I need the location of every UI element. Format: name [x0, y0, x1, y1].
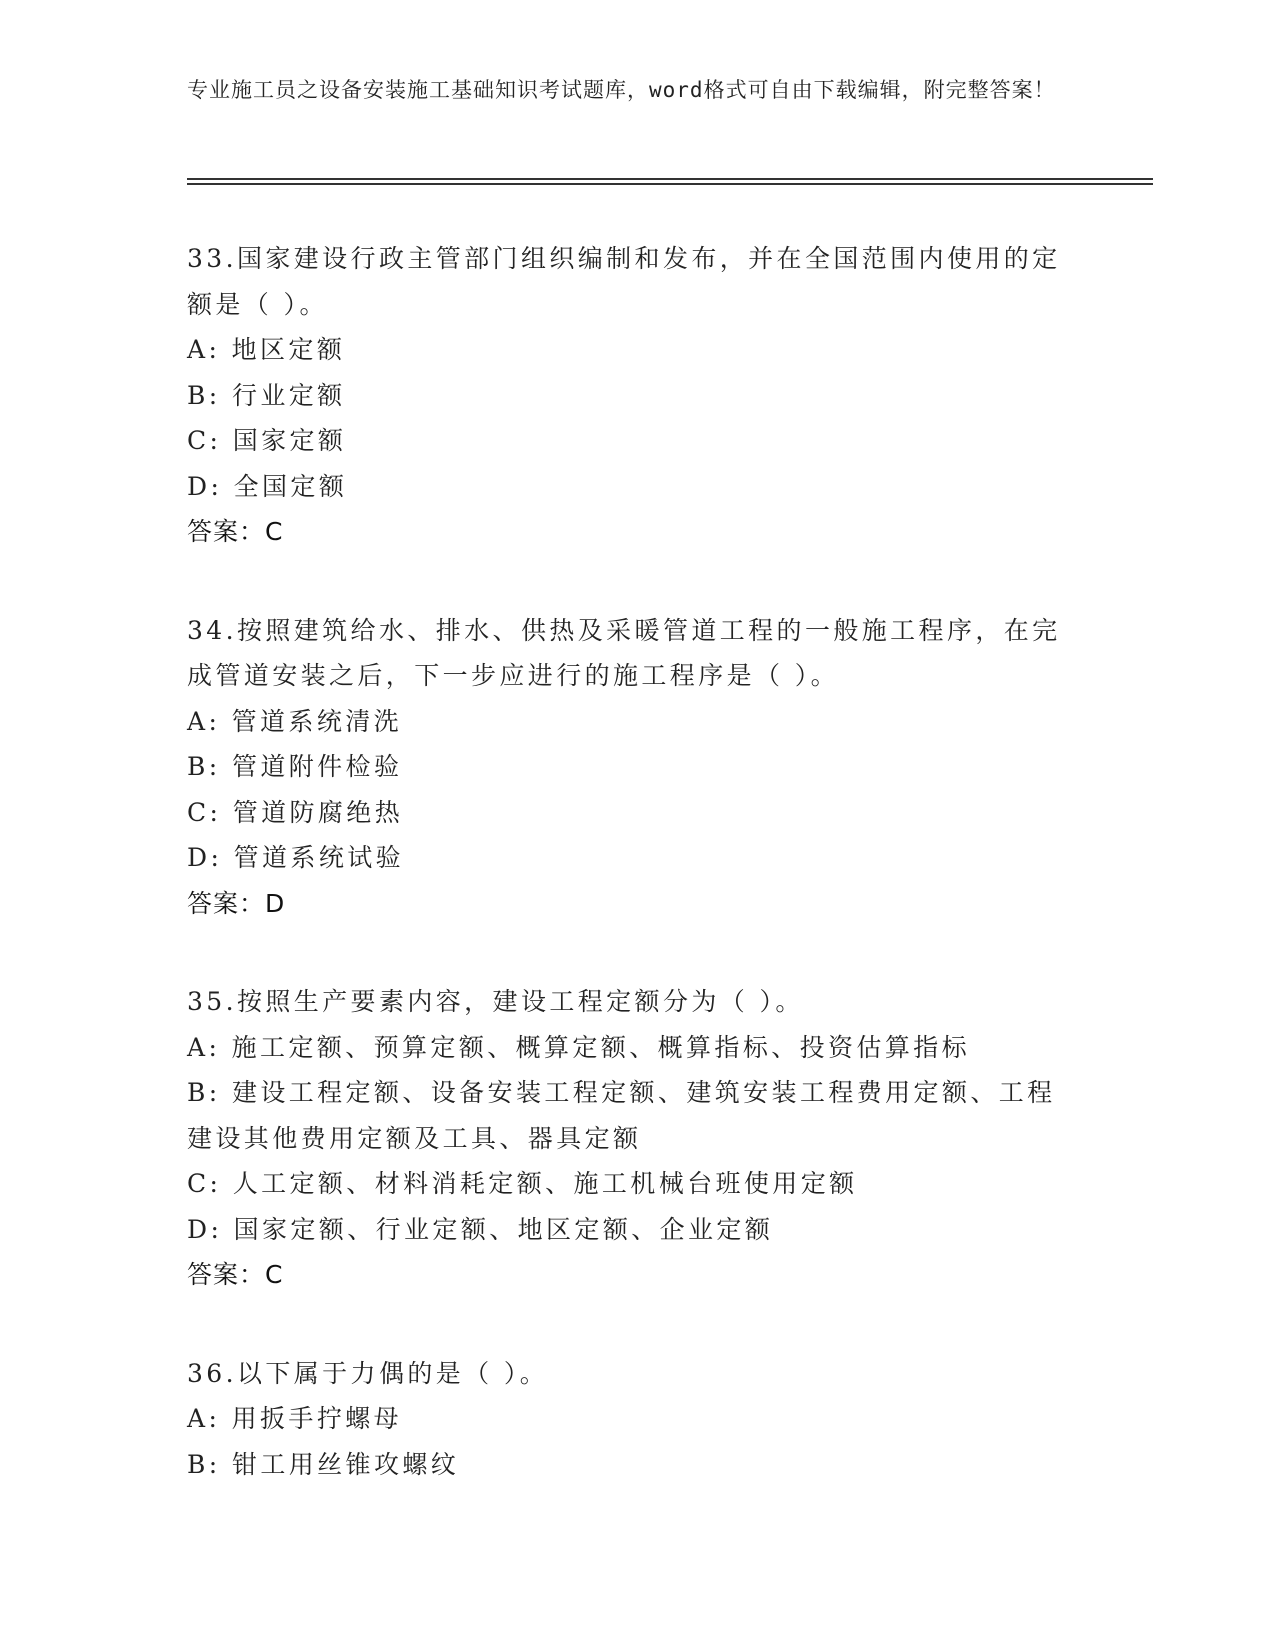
question-stem: 34.按照建筑给水、排水、供热及采暖管道工程的一般施工程序，在完成管道安装之后，下一步应进行的施工程序是（ ）。: [187, 615, 1061, 690]
question-list: [187, 236, 1087, 1540]
option-c: C: 国家定额: [187, 426, 347, 455]
option-c: C: 管道防腐绝热: [187, 797, 404, 827]
option-d: D: 管道系统试验: [187, 843, 405, 872]
question-34: [187, 608, 1087, 927]
question-stem: 36.以下属于力偶的是（ ）。: [187, 1358, 549, 1388]
document-header: 专业施工员之设备安装施工基础知识考试题库，word格式可自由下载编辑，附完整答案！: [187, 78, 1056, 102]
option-d: D: 全国定额: [187, 471, 348, 501]
option-a: A: 施工定额、预算定额、概算定额、概算指标、投资估算指标: [187, 1032, 971, 1062]
header-divider-top: [187, 178, 1153, 180]
option-d: D: 国家定额、行业定额、地区定额、企业定额: [187, 1214, 774, 1244]
question-36: [187, 1351, 1087, 1488]
answer-label: 答案：C: [187, 517, 284, 546]
question-stem: 35.按照生产要素内容，建设工程定额分为（ ）。: [187, 987, 804, 1016]
header-divider-bottom: [187, 183, 1153, 185]
answer-label: 答案：D: [187, 888, 286, 918]
option-b: B: 钳工用丝锥攻螺纹: [187, 1449, 460, 1479]
option-a: A: 管道系统清洗: [187, 706, 403, 736]
question-stem: 33.国家建设行政主管部门组织编制和发布，并在全国范围内使用的定额是（ ）。: [187, 244, 1061, 319]
option-c: C: 人工定额、材料消耗定额、施工机械台班使用定额: [187, 1169, 858, 1198]
question-35: [187, 979, 1087, 1298]
option-b: B: 行业定额: [187, 380, 346, 410]
option-a: A: 用扳手拧螺母: [187, 1404, 403, 1433]
answer-label: 答案：C: [187, 1260, 284, 1289]
option-a: A: 地区定额: [187, 335, 346, 364]
option-b: B: 管道附件检验: [187, 752, 403, 781]
option-b: B: 建设工程定额、设备安装工程定额、建筑安装工程费用定额、工程建设其他费用定额及工具、器具定额: [187, 1078, 1056, 1153]
question-33: [187, 236, 1087, 555]
